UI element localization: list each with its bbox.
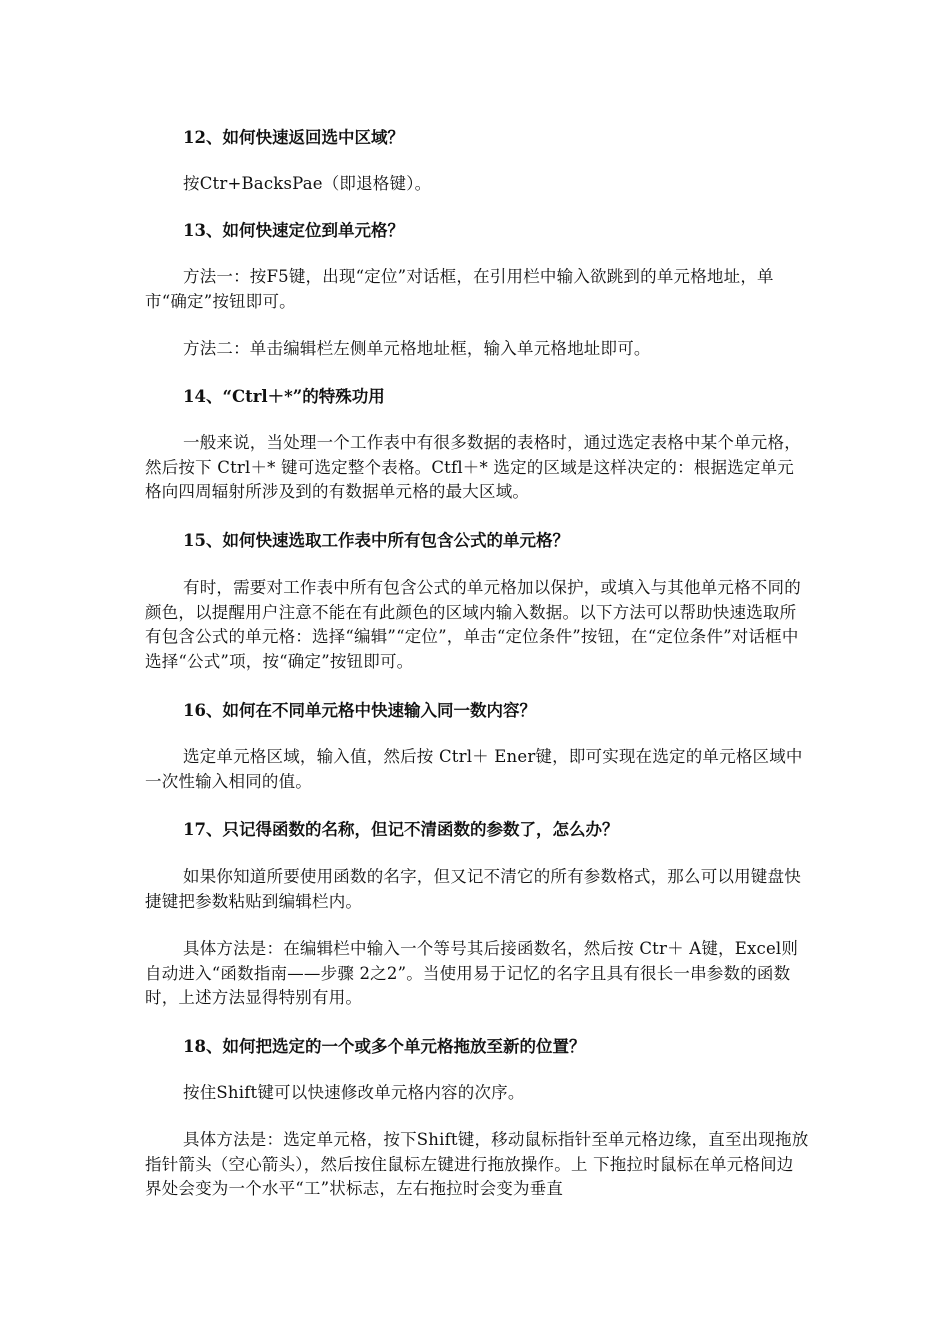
section-heading-16: 16、如何在不同单元格中快速输入同一数内容？ [183, 701, 536, 720]
paragraph-14-1: 一般来说，当处理一个工作表中有很多数据的表格时，通过选定表格中某个单元格，然后按下 Ctrl＋* 键可选定整个表格。Ctfl＋* 选定的区域是这样决定的：根据选定单元格向四周辐射所涉及到的有数据单元格的最大区域。 [145, 433, 801, 501]
section-heading-17: 17、只记得函数的名称，但记不清函数的参数了，怎么办？ [183, 820, 619, 839]
section-heading-14: 14、“Ctrl＋*”的特殊功用 [183, 387, 385, 406]
section-heading-12: 12、如何快速返回选中区域？ [183, 128, 404, 147]
section-heading-15: 15、如何快速选取工作表中所有包含公式的单元格？ [183, 531, 569, 550]
paragraph-18-1: 按住Shift键可以快速修改单元格内容的次序。 [183, 1083, 525, 1102]
section-heading-13: 13、如何快速定位到单元格？ [183, 221, 404, 240]
paragraph-15-1: 有时，需要对工作表中所有包含公式的单元格加以保护，或填入与其他单元格不同的颜色，以提醒用户注意不能在有此颜色的区域内输入数据。以下方法可以帮助快速选取所有包含公式的单元格：选择“编辑”“定位”，单击“定位条件”按钮，在“定位条件”对话框中选择“公式”项，按“确定”按钮即可。 [145, 578, 801, 671]
paragraph-17-2: 具体方法是：在编辑栏中输入一个等号其后接函数名，然后按 Ctr＋ A键，Excel则自动进入“函数指南——步骤 2之2”。当使用易于记忆的名字且具有很长一串参数的函数时，上述方法显得特别有用。 [145, 939, 799, 1007]
paragraph-17-1: 如果你知道所要使用函数的名字，但又记不清它的所有参数格式，那么可以用键盘快捷键把参数粘贴到编辑栏内。 [145, 867, 801, 911]
paragraph-12-1: 按Ctr+BacksPae（即退格键）。 [183, 174, 432, 193]
paragraph-13-2: 方法二：单击编辑栏左侧单元格地址框，输入单元格地址即可。 [183, 339, 651, 358]
section-heading-18: 18、如何把选定的一个或多个单元格拖放至新的位置？ [183, 1037, 586, 1056]
paragraph-13-1: 方法一：按F5键，出现“定位”对话框，在引用栏中输入欲跳到的单元格地址，单市“确定”按钮即可。 [145, 267, 774, 311]
paragraph-18-2: 具体方法是：选定单元格，按下Shift键，移动鼠标指针至单元格边缘，直至出现拖放指针箭头（空心箭头），然后按住鼠标左键进行拖放操作。上 下拖拉时鼠标在单元格间边界处会变为一个水平“工”状标志，左右拖拉时会变为垂直 [145, 1130, 809, 1198]
paragraph-16-1: 选定单元格区域，输入值，然后按 Ctrl＋ Ener键，即可实现在选定的单元格区域中一次性输入相同的值。 [145, 747, 803, 791]
